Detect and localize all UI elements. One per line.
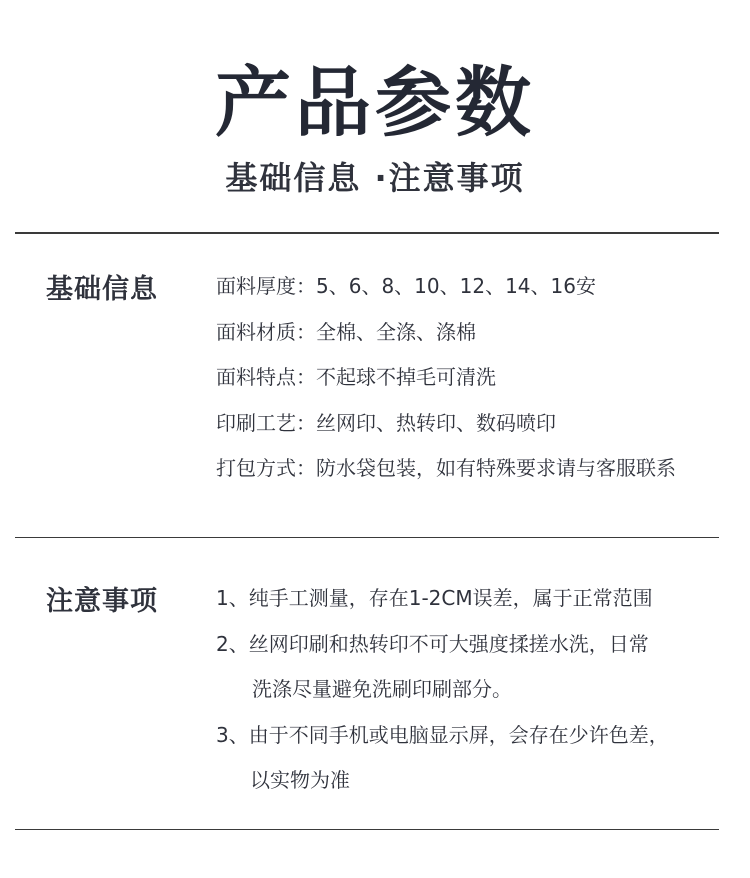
note-item-1: 1、纯手工测量，存在1-2CM误差，属于正常范围 — [216, 586, 653, 610]
spec-row-fabric-thickness: 面料厚度：5、6、8、10、12、14、16安 — [216, 274, 596, 298]
page-subtitle: 基础信息 ·注意事项 — [225, 159, 525, 197]
spec-row-fabric-features: 面料特点：不起球不掉毛可清洗 — [216, 365, 496, 389]
divider-bottom — [15, 829, 719, 830]
basic-info-list — [216, 268, 676, 496]
divider-middle — [15, 537, 719, 538]
page-title: 产品参数 — [215, 58, 535, 147]
spec-row-fabric-material: 面料材质：全棉、全涤、涤棉 — [216, 319, 476, 344]
divider-top — [15, 232, 719, 234]
notes-list — [216, 580, 716, 808]
note-item-2: 2、丝网印刷和热转印不可大强度揉搓水洗，日常 — [216, 631, 649, 656]
note-item-3: 3、由于不同手机或电脑显示屏，会存在少许色差， — [216, 722, 669, 747]
note-item-2-continued: 洗涤尽量避免洗刷印刷部分。 — [252, 677, 512, 701]
spec-row-packaging: 打包方式：防水袋包装，如有特殊要求请与客服联系 — [216, 456, 676, 480]
note-item-3-continued: 以实物为准 — [250, 768, 350, 792]
spec-row-printing-process: 印刷工艺：丝网印、热转印、数码喷印 — [216, 410, 556, 435]
basic-info-heading: 基础信息 — [46, 274, 158, 305]
notes-heading: 注意事项 — [46, 586, 158, 617]
